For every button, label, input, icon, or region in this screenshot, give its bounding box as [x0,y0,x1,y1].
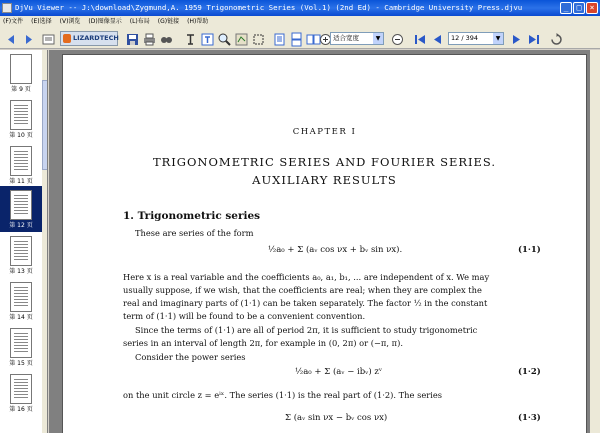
menu-browse[interactable]: (V)浏览 [59,18,81,25]
thumbnail-label: 第 11 页 [9,178,33,185]
pan-icon[interactable] [233,31,248,46]
page-thumbnail-image [10,236,32,266]
page-thumbnail-image [10,54,32,84]
print-icon[interactable] [141,31,156,46]
sidebar-scroll-thumb[interactable] [42,80,48,170]
equation-number: (1·1) [518,245,541,255]
page-thumbnail-image [10,100,32,130]
paragraph-text: Since the terms of (1·1) are all of period 2π, it is sufficient to study trigonometric [135,325,478,335]
rectangle-select-icon[interactable] [250,31,265,46]
thumbnail-page-16[interactable] [0,370,42,416]
thumbnail-label: 第 9 页 [11,86,31,93]
paragraph-text: usually suppose, if we wish, that the coefficients are real; when they are complex the [123,285,482,295]
thumbnail-label: 第 15 页 [9,360,33,367]
chapter-heading [63,153,586,189]
chevron-down-icon: ▼ [493,33,503,44]
equation-number: (1·2) [518,367,541,377]
minimize-button[interactable]: _ [560,2,572,14]
page-thumbnail-image [10,328,32,358]
back-icon[interactable] [3,31,18,46]
thumbnail-label: 第 14 页 [9,314,33,321]
thumbnail-label: 第 12 页 [9,222,33,229]
toolbar-menu-icon[interactable] [40,31,55,46]
equation-1-2: ½a₀ + Σ (aᵥ − ibᵥ) zᵛ [295,367,383,377]
thumbnail-page-14[interactable] [0,278,42,324]
menu-link[interactable]: (G)链接 [157,18,180,25]
lizardtech-logo[interactable] [60,31,118,46]
menu-file[interactable]: (F)文件 [3,18,24,25]
thumbnail-page-15[interactable] [0,324,42,370]
equation-1-3: Σ (aᵥ sin νx − bᵥ cos νx) [285,413,388,423]
select-text-icon[interactable] [182,31,197,46]
page-thumbnail-image [10,190,32,220]
window-title: DjVu Viewer -- J:\download\Zygmund,A. 1959 Trigonometric Series (Vol.1) (2nd Ed) - Cambridge University Press.djvu [15,3,523,12]
thumbnail-page-10[interactable] [0,96,42,142]
menu-select[interactable]: (E)选择 [31,18,52,25]
equation-1-1: ½a₀ + Σ (aᵥ cos νx + bᵥ sin νx). [268,245,403,255]
zoom-value: 适合宽度 [333,34,359,42]
chapter-label: CHAPTER I [292,127,357,137]
first-page-icon[interactable] [412,31,427,46]
equation-number: (1·3) [518,413,541,423]
rotate-icon[interactable] [548,31,563,46]
page-thumbnail-image [10,282,32,312]
find-icon[interactable] [158,31,173,46]
maximize-button[interactable]: □ [573,2,585,14]
toolbar [0,28,600,49]
page-number-dropdown[interactable] [448,32,504,45]
menu-bar [0,16,600,28]
text-tool-icon[interactable] [199,31,214,46]
zoom-out-icon[interactable] [389,31,404,46]
thumbnail-page-12[interactable] [0,186,42,232]
chapter-heading-line-2: AUXILIARY RESULTS [252,173,397,187]
paragraph-text: Here x is a real variable and the coefficients a₀, a₁, b₁, ... are independent of x. We may [123,272,490,282]
last-page-icon[interactable] [525,31,540,46]
document-scrollbar[interactable] [590,50,600,433]
page-thumbnail-image [10,374,32,404]
save-icon[interactable] [124,31,139,46]
thumbnail-label: 第 10 页 [9,132,33,139]
app-icon [2,3,12,13]
menu-layout[interactable]: (L)布局 [129,18,150,25]
thumbnail-label: 第 13 页 [9,268,33,275]
lizard-icon [63,34,71,43]
close-button[interactable]: × [586,2,598,14]
forward-icon[interactable] [20,31,35,46]
brand-label: LIZARDTECH [73,34,119,42]
page-number-value: 12 / 394 [451,34,478,42]
chevron-down-icon: ▼ [373,33,383,44]
document-view[interactable] [49,50,600,433]
paragraph-text: term of (1·1) will be found to be a convenient convention. [123,311,366,321]
paragraph-text: on the unit circle z = eⁱˣ. The series (1·1) is the real part of (1·2). The series [123,390,443,400]
thumbnail-page-13[interactable] [0,232,42,278]
thumbnail-page-11[interactable] [0,142,42,188]
thumbnail-sidebar [0,50,48,433]
zoom-dropdown[interactable] [330,32,384,45]
paragraph-text: Consider the power series [135,352,246,362]
paragraph-text: series in an interval of length 2π, for example in (0, 2π) or (−π, π). [123,338,403,348]
chapter-heading-line-1: TRIGONOMETRIC SERIES AND FOURIER SERIES. [152,155,497,169]
section-heading: 1. Trigonometric series [123,210,261,222]
menu-image-display[interactable]: (D)图像显示 [88,18,122,25]
paragraph-text: These are series of the form [135,228,254,238]
paragraph-text: real and imaginary parts of (1·1) can be taken separately. The factor ½ in the constant [123,298,488,308]
title-bar [0,0,600,16]
zoom-icon[interactable] [216,31,231,46]
document-page [62,54,587,433]
next-page-icon[interactable] [508,31,523,46]
single-page-icon[interactable] [271,31,286,46]
previous-page-icon[interactable] [429,31,444,46]
thumbnail-label: 第 16 页 [9,406,33,413]
menu-help[interactable]: (H)帮助 [187,18,209,25]
page-thumbnail-image [10,146,32,176]
thumbnail-page-9[interactable] [0,50,42,96]
continuous-page-icon[interactable] [288,31,303,46]
sidebar-scrollbar[interactable] [42,50,48,433]
